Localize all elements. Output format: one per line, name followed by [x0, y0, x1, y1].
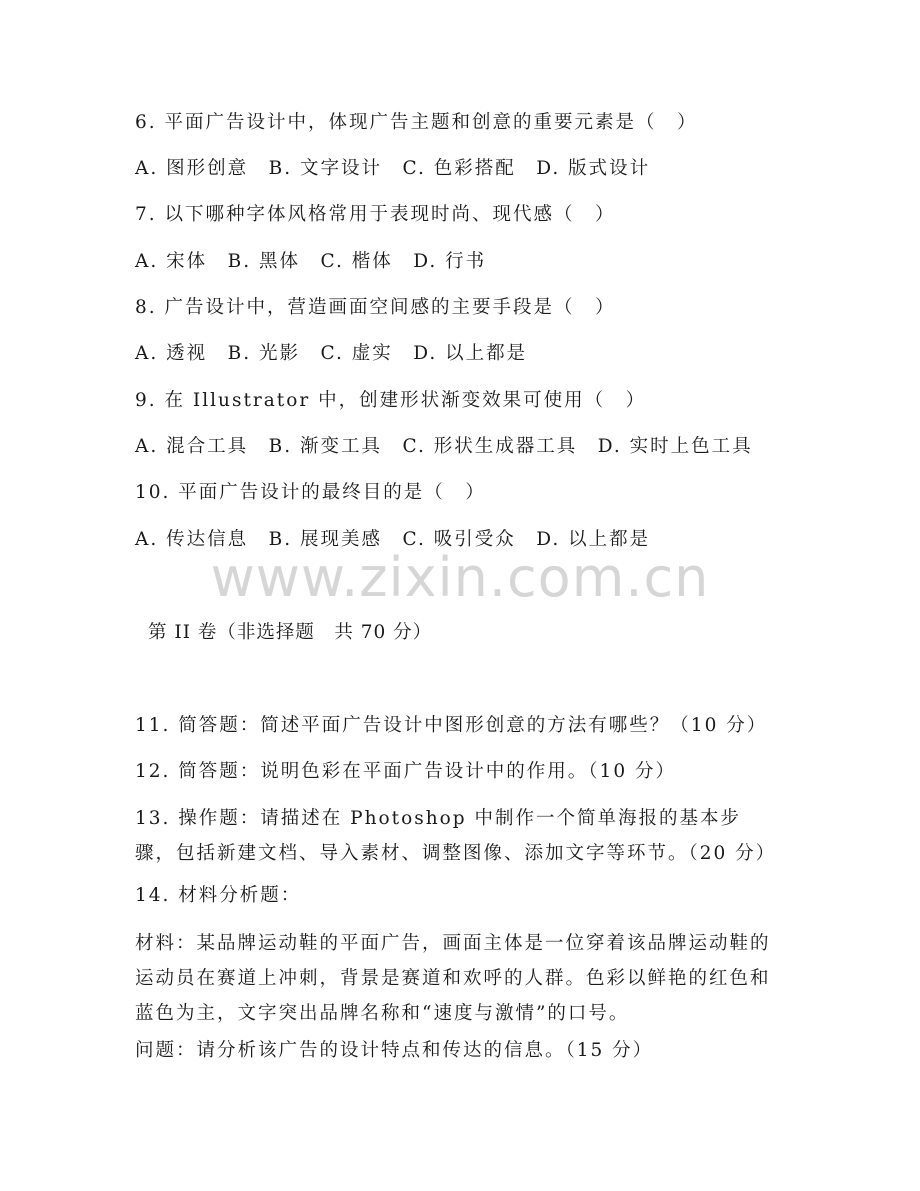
watermark: www.zixin.com.cn — [210, 546, 710, 609]
question-9-options: A. 混合工具 B. 渐变工具 C. 形状生成器工具 D. 实时上色工具 — [135, 436, 753, 457]
question-6-stem: 6. 平面广告设计中，体现广告主题和创意的重要元素是（ ） — [135, 112, 698, 133]
question-12: 12. 简答题：说明色彩在平面广告设计中的作用。（10 分） — [135, 761, 676, 782]
section-2-title: 第 II 卷（非选择题 共 70 分） — [148, 622, 433, 643]
question-8-stem: 8. 广告设计中，营造画面空间感的主要手段是（ ） — [135, 297, 616, 318]
question-14: 14. 材料分析题： — [135, 885, 302, 906]
question-13: 13. 操作题：请描述在 Photoshop 中制作一个简单海报的基本步骤，包括新建文档、导入素材、调整图像、添加文字等环节。（20 分） — [135, 808, 777, 864]
question-10-stem: 10. 平面广告设计的最终目的是（ ） — [135, 482, 486, 503]
question-6-options: A. 图形创意 B. 文字设计 C. 色彩搭配 D. 版式设计 — [135, 158, 651, 179]
question-7-stem: 7. 以下哪种字体风格常用于表现时尚、现代感（ ） — [135, 204, 616, 225]
question-11: 11. 简答题：简述平面广告设计中图形创意的方法有哪些？（10 分） — [135, 715, 768, 736]
question-9-stem: 9. 在 Illustrator 中，创建形状渐变效果可使用（ ） — [135, 390, 647, 411]
question-7-options: A. 宋体 B. 黑体 C. 楷体 D. 行书 — [135, 251, 487, 272]
material-question: 问题：请分析该广告的设计特点和传达的信息。（15 分） — [135, 1040, 654, 1061]
question-8-options: A. 透视 B. 光影 C. 虚实 D. 以上都是 — [135, 343, 528, 364]
material-text: 材料：某品牌运动鞋的平面广告，画面主体是一位穿着该品牌运动鞋的运动员在赛道上冲刺，背景是赛道和欢呼的人群。色彩以鲜艳的红色和蓝色为主，文字突出品牌名称和“速度与激情”的口号。 — [135, 933, 771, 1024]
question-10-options: A. 传达信息 B. 展现美感 C. 吸引受众 D. 以上都是 — [135, 529, 651, 550]
